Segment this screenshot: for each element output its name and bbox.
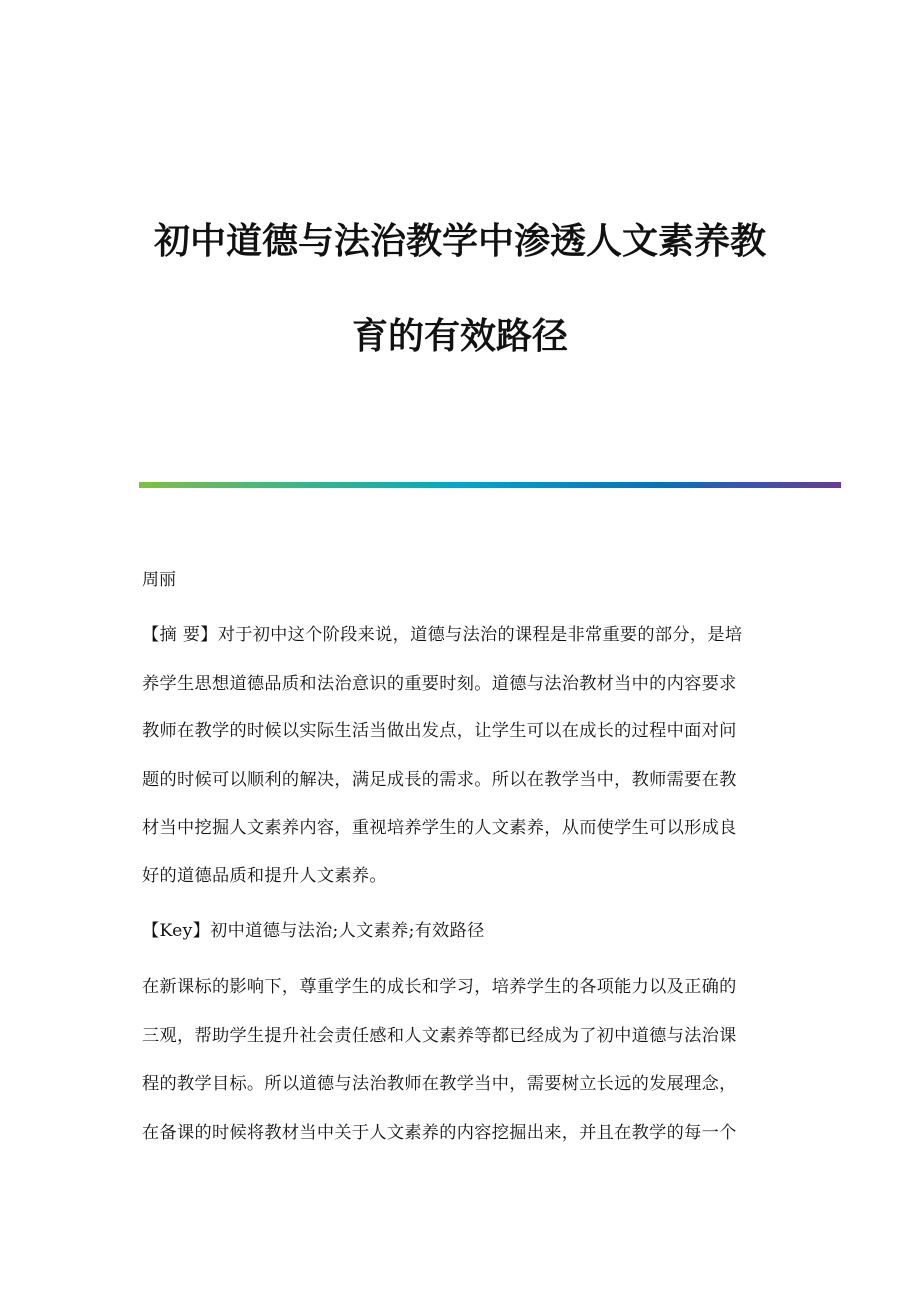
document-title-line-1: 初中道德与法治教学中渗透人文素养教	[153, 220, 766, 262]
author-name: 周丽	[142, 570, 176, 590]
abstract-line: 好的道德品质和提升人文素养。	[142, 866, 387, 886]
body-paragraph-line: 在备课的时候将教材当中关于人文素养的内容挖掘出来，并且在教学的每一个	[142, 1123, 737, 1143]
body-paragraph-line: 三观，帮助学生提升社会责任感和人文素养等都已经成为了初中道德与法治课	[142, 1026, 737, 1046]
keywords-line: 【Key】初中道德与法治;人文素养;有效路径	[142, 921, 485, 941]
abstract-line: 养学生思想道德品质和法治意识的重要时刻。道德与法治教材当中的内容要求	[142, 674, 737, 694]
abstract-line: 题的时候可以顺利的解决，满足成長的需求。所以在教学当中，教师需要在教	[142, 770, 737, 790]
document-title-line-2: 育的有效路径	[351, 315, 568, 357]
abstract-line: 【摘 要】对于初中这个阶段来说，道德与法治的课程是非常重要的部分，是培	[142, 625, 743, 645]
abstract-line: 教师在教学的时候以实际生活当做出发点，让学生可以在成长的过程中面对问	[142, 721, 737, 741]
gradient-divider	[139, 482, 841, 488]
abstract-line: 材当中挖掘人文素养内容，重视培养学生的人文素养，从而使学生可以形成良	[142, 818, 737, 838]
body-paragraph-line: 程的教学目标。所以道德与法治教师在教学当中，需要树立长远的发展理念，	[142, 1074, 737, 1094]
body-paragraph-line: 在新课标的影响下，尊重学生的成长和学习，培养学生的各项能力以及正确的	[142, 977, 737, 997]
